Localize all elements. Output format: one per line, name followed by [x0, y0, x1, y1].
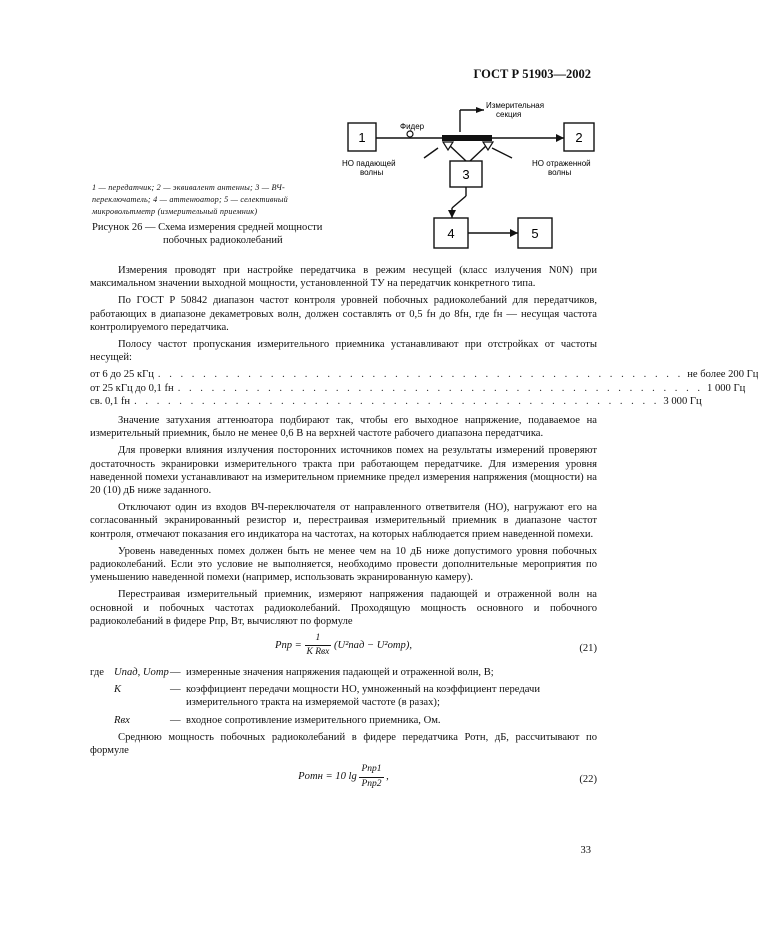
- section-label-1: Измерительная: [486, 101, 545, 110]
- feeder-connector-icon: [407, 131, 413, 137]
- page-number: 33: [580, 845, 591, 856]
- incident-label-1: НО падающей: [342, 159, 396, 168]
- figure-caption: [92, 221, 342, 247]
- equation-number: (22): [579, 774, 597, 786]
- list-item: Rвх — входное сопротивление измерительного приемника, Ом.: [114, 714, 441, 726]
- paragraph: Перестраивая измерительный приемник, измеряют напряжения падающей и отраженной волн на основной и побочных частотах радиоколебаний. Проходящую мощность основного и побочного радиоколебаний в фидере Рпр, Вт, вычисляют по формуле: [90, 589, 597, 627]
- measuring-section: [442, 135, 492, 141]
- formula-21: Pпр = $\frac{1}{\text{K Rвх}}$ (U²пад − U²отр), (21): [274, 633, 597, 658]
- document-header: ГОСТ Р 51903—2002: [473, 67, 591, 81]
- caption-line-2: побочных радиоколебаний: [163, 235, 283, 246]
- incident-label-2: волны: [360, 168, 384, 177]
- block-2-label: 2: [575, 130, 583, 145]
- paragraph: Среднюю мощность побочных радиоколебаний в фидере передатчика Ротн, дБ, рассчитывают по формуле: [90, 731, 597, 757]
- block-1-label: 1: [358, 130, 366, 145]
- feeder-label: Фидер: [400, 122, 425, 131]
- document-body: [90, 264, 758, 797]
- measurement-diagram: [342, 96, 604, 256]
- paragraph: Для проверки влияния излучения посторонних источников помех на результаты измерений проверяют достаточность экранировки измерительного тракта при работающем передатчике. Для измерения уровня наведенной помехи устанавливают на измерительном приемнике предел измерения напряжения (мощности) на 20 (10) дБ ниже заданного.: [90, 445, 597, 497]
- list-item: где Uпад, Uотр — измеренные значения напряжения падающей и отраженной волн, В;: [90, 667, 494, 679]
- coupler-reflected-icon: [483, 142, 493, 150]
- paragraph: Уровень наведенных помех должен быть не менее чем на 10 дБ ниже допустимого уровня побочных радиоколебаний. Если это условие не выполняется, необходимо провести дополнительные мероприятия по уменьшению наведенной помехи (например, использовать экранированную камеру).: [90, 545, 597, 584]
- paragraph: Отключают один из входов ВЧ-переключателя от направленного ответвителя (НО), нагружают его на согласованный экранированный резистор и, перестраивая измерительный приемник в диапазоне частот контроля, отмечают показания его индикатора на частотах, на которых наблюдается прием наведенной помехи.: [90, 502, 597, 540]
- paragraph: Полосу частот пропускания измерительного приемника устанавливают при отстройках от частоты несущей:: [90, 339, 597, 364]
- block-4-label: 4: [447, 226, 455, 241]
- figure-legend: 1 — передатчик; 2 — эквивалент антенны; 3 — ВЧ-переключатель; 4 — аттенюатор; 5 — селективный микровольтметр (измерительный приемник): [92, 183, 288, 216]
- list-item: от 6 до 25 кГц . . . . . . . . . . . . . . . . . . . . . . . . . . . . . . . . . . . . . . . . . . . . . . . не более 200 Гц: [90, 369, 758, 381]
- paragraph: Измерения проводят при настройке передатчика в режим несущей (класс излучения N0N) при максимальном значении выходной мощности, установленной ТУ на передатчик конкретного типа.: [90, 265, 597, 290]
- coupler-incident-icon: [443, 142, 453, 150]
- block-3-label: 3: [462, 167, 470, 182]
- reflected-label-2: волны: [548, 168, 572, 177]
- bandwidth-list: [90, 368, 758, 408]
- list-item: св. 0,1 fн . . . . . . . . . . . . . . . . . . . . . . . . . . . . . . . . . . . . . . . . . . . . . . . 3 000 Гц: [90, 395, 702, 407]
- formula-22: Pотн = 10 lg $\frac{\text{Pпр1}}{\text{Pпр2}}$ , (22): [298, 764, 597, 789]
- caption-line-1: Рисунок 26 — Схема измерения средней мощности: [92, 222, 323, 233]
- paragraph: Значение затухания аттенюатора подбирают так, чтобы его выходное напряжение, подаваемое на измерительный приемник, было не менее 0,6 В на верхней частоте рабочего диапазона передатчика.: [90, 415, 597, 440]
- list-item: K — коэффициент передачи мощности НО, умноженный на коэффициент передачи измерительного тракта на измеряемой частоте (в разах);: [114, 684, 540, 709]
- section-label-2: секция: [496, 110, 522, 119]
- block-5-label: 5: [531, 226, 539, 241]
- reflected-label-1: НО отраженной: [532, 159, 591, 168]
- paragraph: По ГОСТ Р 50842 диапазон частот контроля уровней побочных радиоколебаний для передатчиков, работающих в диапазоне декаметровых волн, должен составлять от 0,5 fн до 8fн, где fн — несущая частота контролируемого передатчика.: [90, 295, 597, 333]
- where-block: [90, 666, 597, 727]
- equation-number: (21): [579, 643, 597, 655]
- list-item: от 25 кГц до 0,1 fн . . . . . . . . . . . . . . . . . . . . . . . . . . . . . . . . . . . . . . . . . . . . . . . 1 000 Гц: [90, 382, 746, 394]
